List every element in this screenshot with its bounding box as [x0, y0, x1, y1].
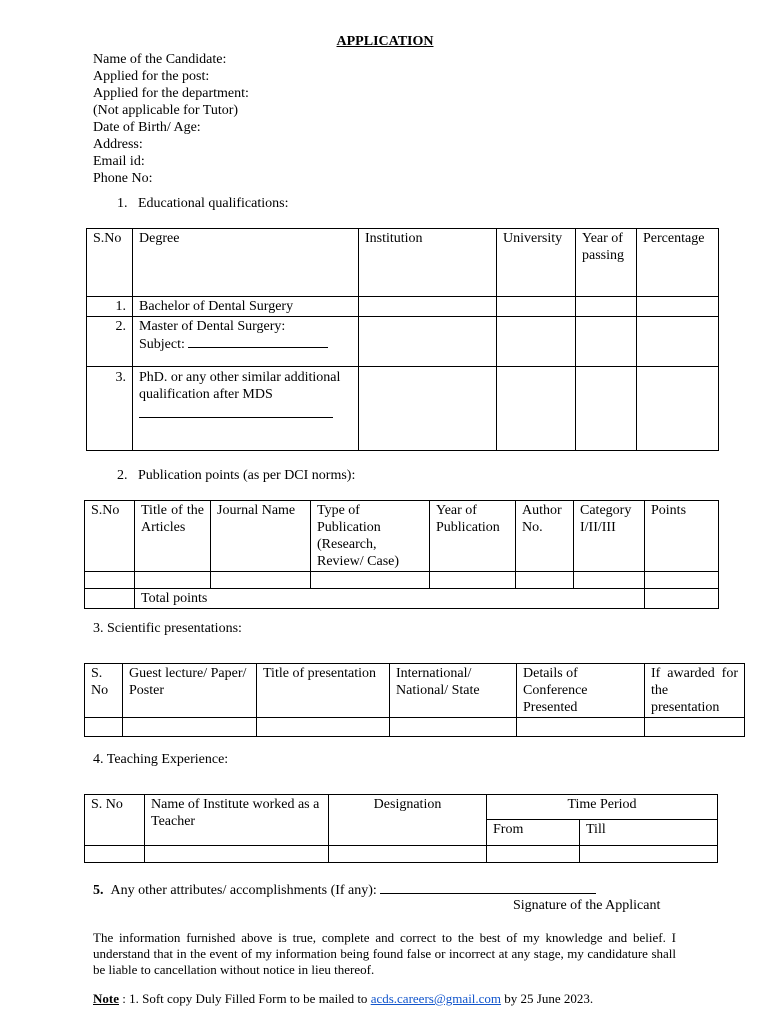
email-link[interactable]: acds.careers@gmail.com [370, 991, 502, 1006]
declaration-text: The information furnished above is true, complete and correct to the best of my knowledge and belief. I understand that in the event of my information being found false or incorrect at any stage, my candidature shall be liable to cancellation without notice in lieu thereof. [93, 930, 676, 977]
publication-header-row [85, 501, 719, 572]
pub-header-type: Type of Publication (Research, Review/ Case) [311, 501, 430, 572]
pub-header-category: Category I/II/III [574, 501, 645, 572]
edu-header-institution: Institution [359, 229, 497, 297]
pres-cell[interactable] [517, 718, 645, 737]
section2-number: 2. [117, 468, 128, 483]
section1-heading [117, 196, 288, 212]
section1-title: Educational qualifications: [138, 196, 289, 211]
edu-row2-degree [133, 317, 359, 367]
pres-header-title: Title of presentation [257, 664, 390, 718]
section2-title: Publication points (as per DCI norms): [138, 468, 356, 483]
pres-header-awarded: If awarded for the presentation [645, 664, 745, 718]
education-header-row [87, 229, 719, 297]
qualification-blank-line[interactable] [139, 405, 333, 418]
edu-row2-sno: 2. [87, 317, 133, 367]
edu-header-university: University [497, 229, 576, 297]
field-dob-age[interactable]: Date of Birth/ Age: [93, 120, 201, 135]
teach-cell[interactable] [580, 846, 718, 863]
edu-row3-degree-label: PhD. or any other similar additional qualification after MDS [139, 370, 341, 402]
edu-row3-year[interactable] [576, 367, 637, 451]
pres-header-details: Details of Conference Presented [517, 664, 645, 718]
pres-cell[interactable] [85, 718, 123, 737]
pub-cell[interactable] [430, 572, 516, 589]
edu-row2-subject-label: Subject: [139, 337, 185, 352]
pub-header-points: Points [645, 501, 719, 572]
total-empty-cell [85, 589, 135, 609]
pres-header-sno: S. No [85, 664, 123, 718]
total-row [85, 589, 719, 609]
section2-heading [117, 468, 355, 484]
pub-header-year: Year of Publication [430, 501, 516, 572]
edu-header-percentage: Percentage [637, 229, 719, 297]
section5-text: Any other attributes/ accomplishments (If any): [110, 883, 377, 898]
pub-cell[interactable] [85, 572, 135, 589]
teach-cell[interactable] [487, 846, 580, 863]
edu-row3-degree [133, 367, 359, 451]
table-row [85, 572, 719, 589]
education-table [86, 228, 719, 451]
edu-row2-percentage[interactable] [637, 317, 719, 367]
edu-row1-degree: Bachelor of Dental Surgery [133, 297, 359, 317]
table-row [87, 297, 719, 317]
edu-header-year: Year of passing [576, 229, 637, 297]
table-row [85, 718, 745, 737]
presentations-table [84, 663, 745, 737]
attributes-blank-line[interactable] [380, 881, 596, 894]
field-department[interactable]: Applied for the department: [93, 86, 249, 101]
edu-row1-sno: 1. [87, 297, 133, 317]
edu-row2-university[interactable] [497, 317, 576, 367]
section5-number: 5. [93, 883, 104, 898]
section5-line [93, 881, 596, 899]
field-email[interactable]: Email id: [93, 154, 145, 169]
pub-header-author: Author No. [516, 501, 574, 572]
page-title: APPLICATION [336, 34, 434, 49]
pres-cell[interactable] [645, 718, 745, 737]
edu-row1-percentage[interactable] [637, 297, 719, 317]
teach-cell[interactable] [329, 846, 487, 863]
field-post[interactable]: Applied for the post: [93, 69, 210, 84]
pub-header-title: Title of the Articles [135, 501, 211, 572]
section3-heading: 3. Scientific presentations: [93, 621, 242, 636]
pres-cell[interactable] [123, 718, 257, 737]
signature-label: Signature of the Applicant [513, 898, 661, 913]
note-prefix: : 1. Soft copy Duly Filled Form to be mailed to [122, 991, 368, 1006]
total-points-label: Total points [135, 589, 645, 609]
pub-cell[interactable] [311, 572, 430, 589]
pres-cell[interactable] [257, 718, 390, 737]
field-department-note: (Not applicable for Tutor) [93, 103, 239, 118]
teach-header-from: From [487, 820, 580, 846]
edu-row1-institution[interactable] [359, 297, 497, 317]
teach-header-designation: Designation [329, 795, 487, 846]
pub-cell[interactable] [211, 572, 311, 589]
edu-row3-university[interactable] [497, 367, 576, 451]
edu-header-degree: Degree [133, 229, 359, 297]
edu-row2-year[interactable] [576, 317, 637, 367]
teach-header-sno: S. No [85, 795, 145, 846]
edu-row3-institution[interactable] [359, 367, 497, 451]
edu-row3-sno: 3. [87, 367, 133, 451]
pub-cell[interactable] [574, 572, 645, 589]
teaching-table [84, 794, 718, 863]
teach-header-period: Time Period [487, 795, 718, 820]
pres-header-type: Guest lecture/ Paper/ Poster [123, 664, 257, 718]
pub-cell[interactable] [645, 572, 719, 589]
section1-number: 1. [117, 196, 128, 211]
pres-cell[interactable] [390, 718, 517, 737]
edu-row2-institution[interactable] [359, 317, 497, 367]
table-row [87, 317, 719, 367]
edu-row3-percentage[interactable] [637, 367, 719, 451]
publication-table [84, 500, 719, 609]
edu-header-sno: S.No [87, 229, 133, 297]
pres-header-level: International/ National/ State [390, 664, 517, 718]
total-points-value[interactable] [645, 589, 719, 609]
candidate-fields [93, 51, 249, 187]
pub-cell[interactable] [516, 572, 574, 589]
table-row [87, 367, 719, 451]
edu-row1-university[interactable] [497, 297, 576, 317]
teach-cell[interactable] [85, 846, 145, 863]
section4-heading: 4. Teaching Experience: [93, 752, 229, 767]
teach-header-till: Till [580, 820, 718, 846]
edu-row1-year[interactable] [576, 297, 637, 317]
pub-cell[interactable] [135, 572, 211, 589]
table-row [85, 846, 718, 863]
teach-header-institute: Name of Institute worked as a Teacher [145, 795, 329, 846]
field-candidate-name[interactable]: Name of the Candidate: [93, 52, 227, 67]
field-address[interactable]: Address: [93, 137, 143, 152]
edu-row2-subject[interactable] [139, 335, 352, 353]
field-phone[interactable]: Phone No: [93, 171, 153, 186]
subject-blank-line[interactable] [188, 335, 328, 348]
note-line [93, 991, 593, 1007]
pub-header-journal: Journal Name [211, 501, 311, 572]
note-suffix: by 25 June 2023. [504, 991, 594, 1006]
teach-cell[interactable] [145, 846, 329, 863]
presentations-header-row [85, 664, 745, 718]
edu-row2-degree-label: Master of Dental Surgery: [139, 319, 286, 334]
note-label: Note [93, 991, 119, 1006]
teaching-header-row [85, 795, 718, 820]
pub-header-sno: S.No [85, 501, 135, 572]
